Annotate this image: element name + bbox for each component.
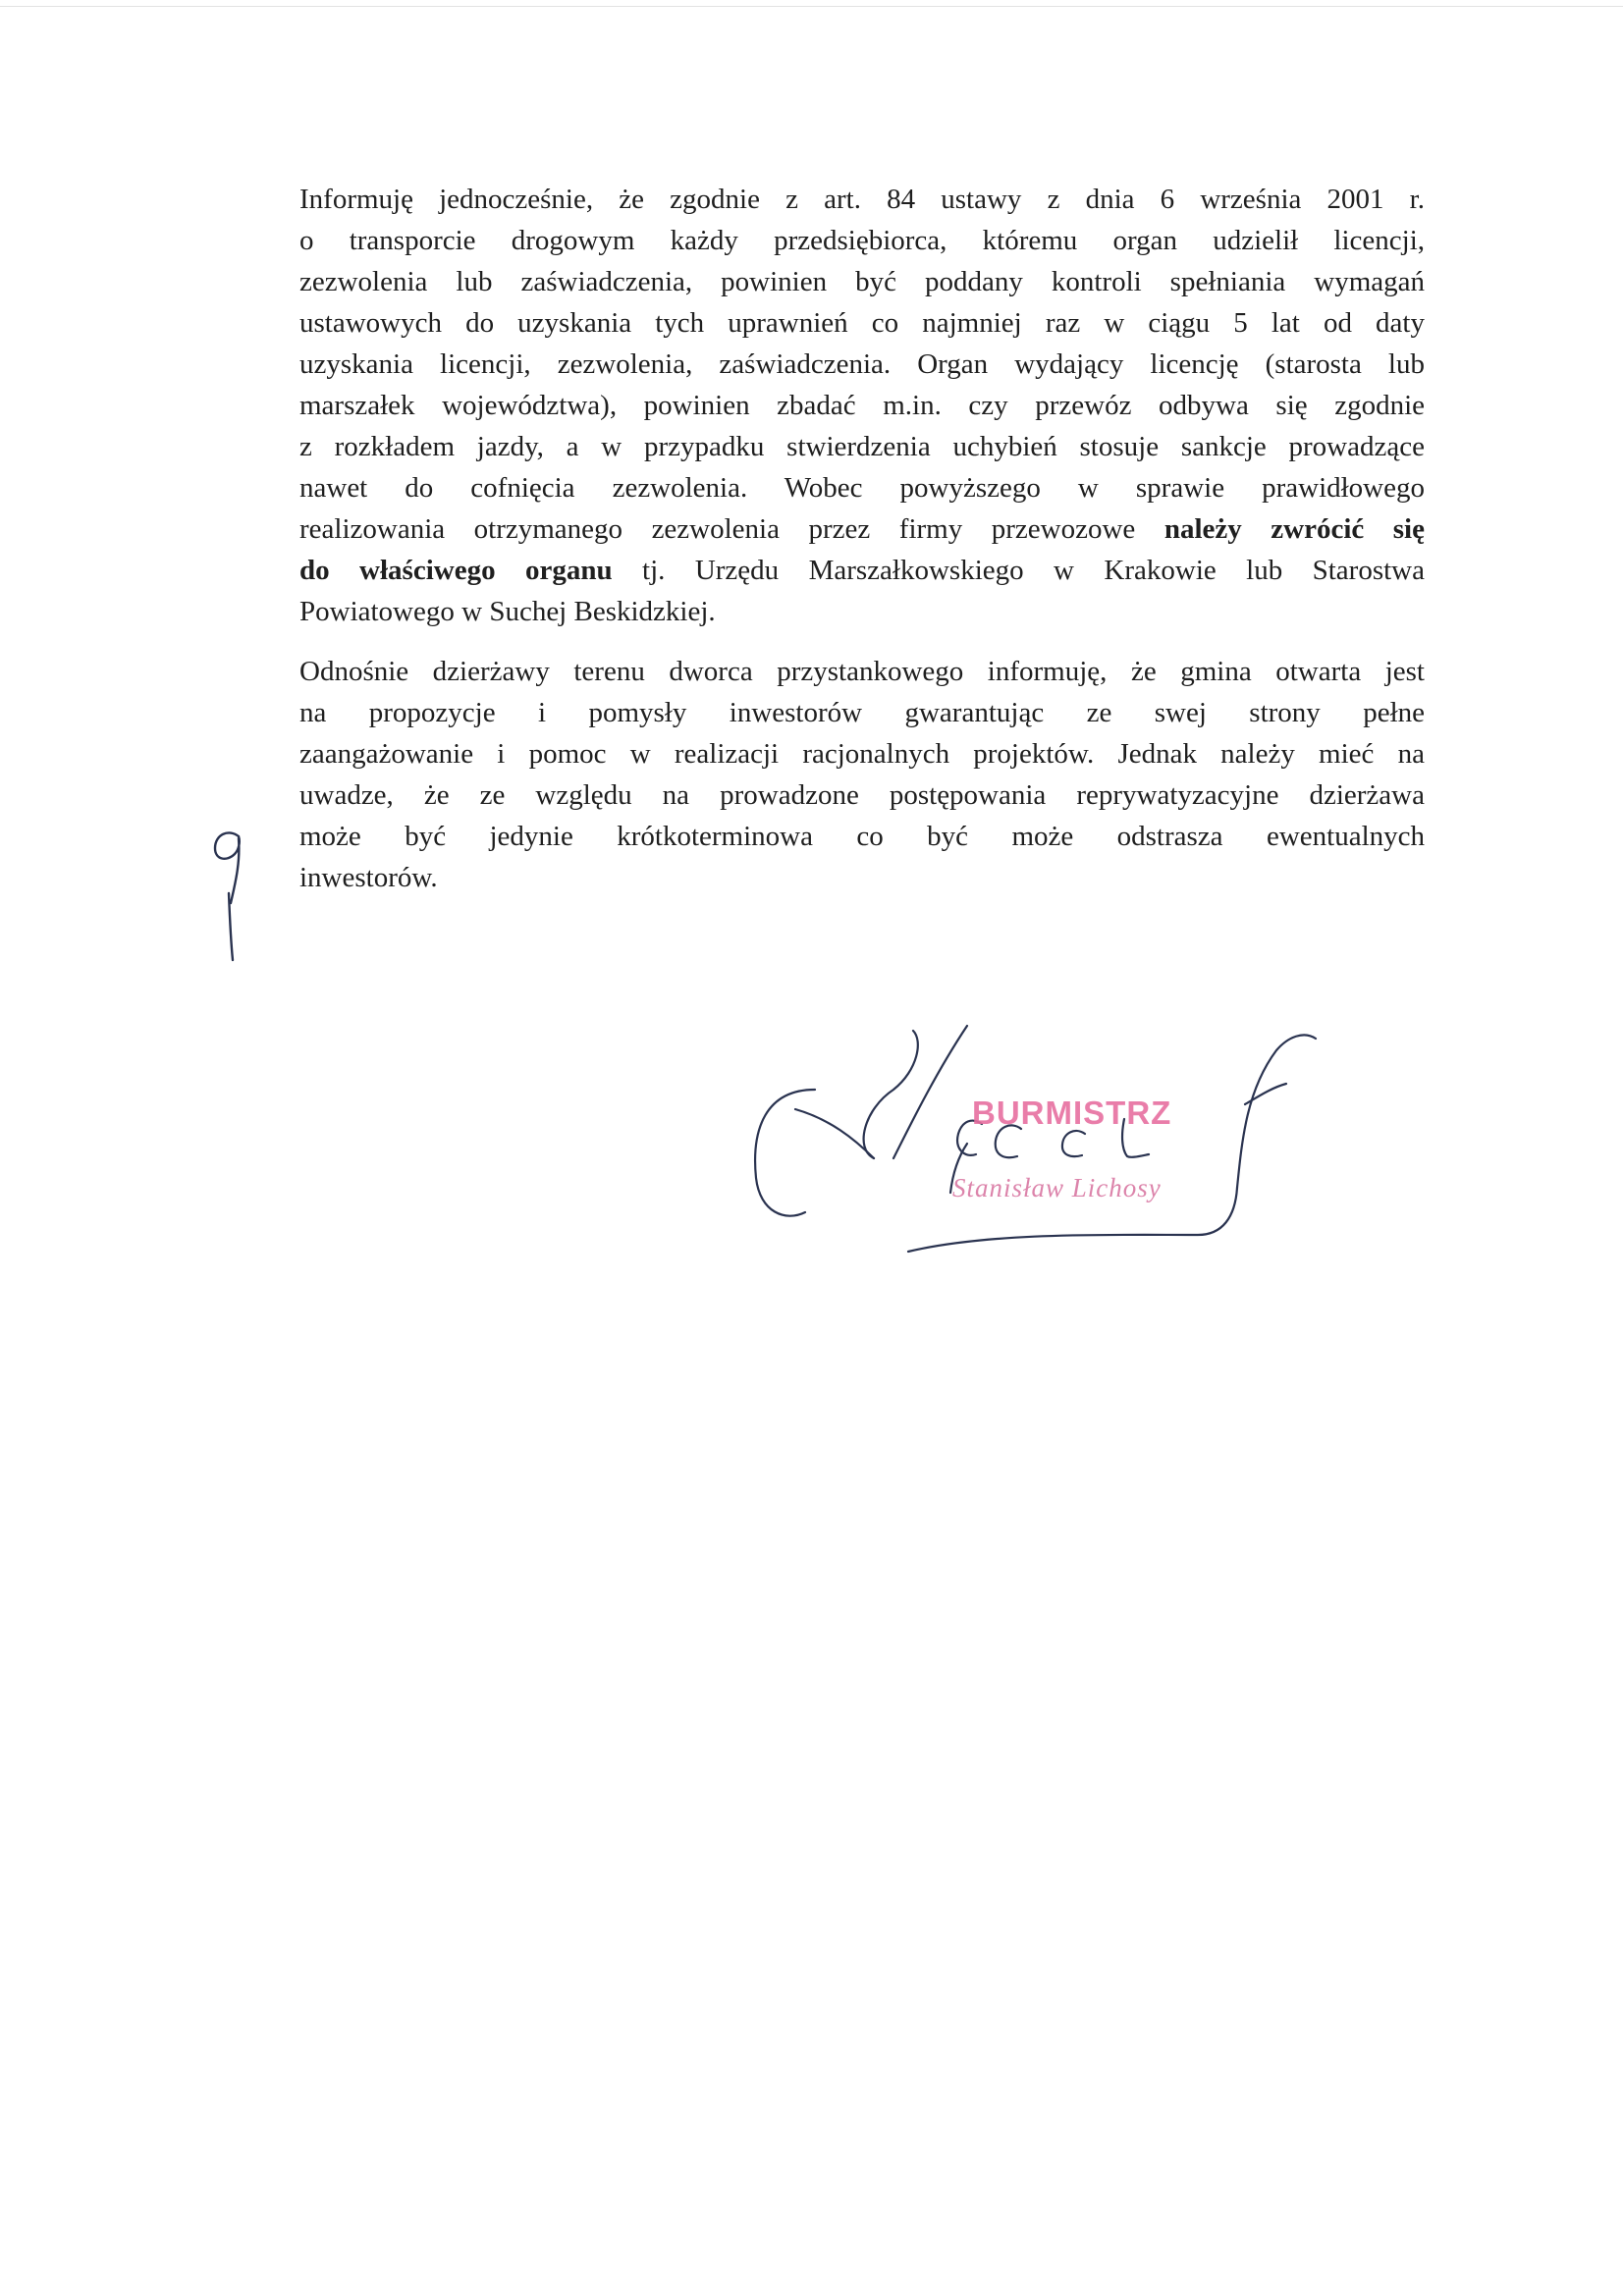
text-line [299, 857, 1425, 898]
handwritten-signature [736, 1011, 1404, 1276]
emphasized-text: należy zwrócić się [1163, 513, 1425, 545]
text-run: Odnośnie dzierżawy terenu dworca przystankowego informuję, że gmina otwarta jest [299, 656, 1425, 687]
text-line [299, 261, 1425, 302]
text-run: marszałek województwa), powinien zbadać m.in. czy przewóz odbywa się zgodnie [299, 390, 1425, 421]
paragraph-1 [299, 179, 1425, 632]
text-run: z rozkładem jazdy, a w przypadku stwierdzenia uchybień stosuje sankcje prowadzące [299, 431, 1425, 462]
text-line [299, 302, 1425, 344]
text-line [299, 733, 1425, 774]
text-run: nawet do cofnięcia zezwolenia. Wobec powyższego w sprawie prawidłowego [299, 472, 1425, 504]
page-top-edge [0, 6, 1623, 7]
text-run: ustawowych do uzyskania tych uprawnień co najmniej raz w ciągu 5 lat od daty [299, 307, 1425, 339]
text-run: Powiatowego w Suchej Beskidzkiej. [299, 596, 716, 627]
signature-stamp-block [736, 1011, 1404, 1276]
stamp-title: BURMISTRZ [972, 1095, 1172, 1131]
text-line [299, 651, 1425, 692]
text-line [299, 591, 1425, 632]
handwritten-margin-mark [201, 825, 260, 962]
text-run: tj. Urzędu Marszałkowskiego w Krakowie lub Starostwa [612, 555, 1425, 586]
text-run: inwestorów. [299, 862, 438, 893]
text-line [299, 179, 1425, 220]
text-run: zaangażowanie i pomoc w realizacji racjonalnych projektów. Jednak należy mieć na [299, 738, 1425, 770]
text-line [299, 550, 1425, 591]
text-run: może być jedynie krótkoterminowa co być może odstrasza ewentualnych [299, 821, 1425, 852]
text-run: o transporcie drogowym każdy przedsiębiorca, któremu organ udzielił licencji, [299, 225, 1425, 256]
text-run: uwadze, że ze względu na prowadzone postępowania reprywatyzacyjne dzierżawa [299, 779, 1425, 811]
text-line [299, 385, 1425, 426]
text-line [299, 467, 1425, 508]
text-line [299, 508, 1425, 550]
text-line [299, 220, 1425, 261]
text-line [299, 816, 1425, 857]
text-line [299, 692, 1425, 733]
text-line [299, 344, 1425, 385]
text-run: uzyskania licencji, zezwolenia, zaświadczenia. Organ wydający licencję (starosta lub [299, 348, 1425, 380]
text-run: zezwolenia lub zaświadczenia, powinien być poddany kontroli spełniania wymagań [299, 266, 1425, 297]
text-line [299, 774, 1425, 816]
text-run: Informuję jednocześnie, że zgodnie z art. 84 ustawy z dnia 6 września 2001 r. [299, 184, 1425, 215]
text-line [299, 426, 1425, 467]
emphasized-text: do właściwego organu [299, 555, 613, 586]
stamp-name: Stanisław Lichosy [952, 1173, 1162, 1202]
paragraph-2 [299, 651, 1425, 898]
text-run: na propozycje i pomysły inwestorów gwarantując ze swej strony pełne [299, 697, 1425, 728]
text-run: realizowania otrzymanego zezwolenia przez firmy przewozowe [299, 513, 1164, 545]
